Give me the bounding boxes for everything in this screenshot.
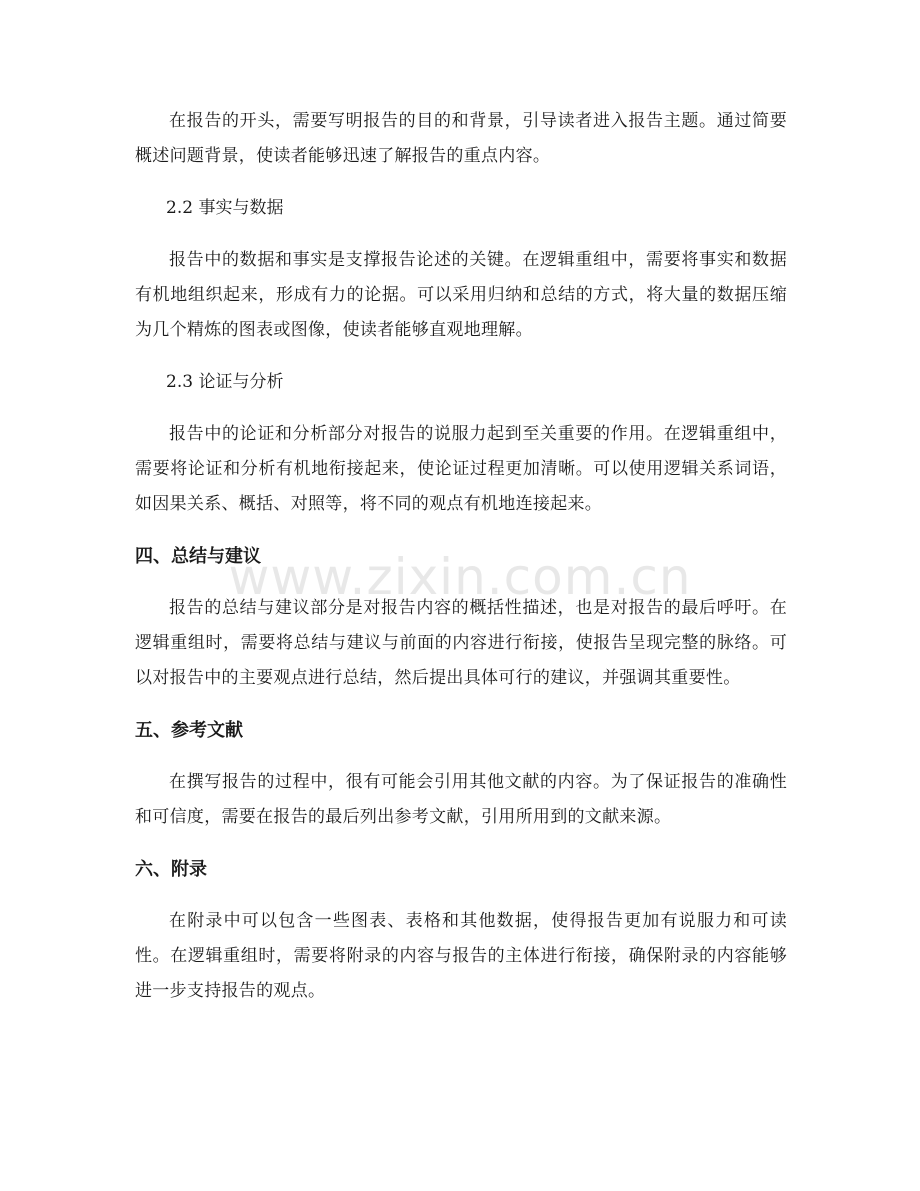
paragraph-facts-data: 报告中的数据和事实是支撑报告论述的关键。在逻辑重组中，需要将事实和数据有机地组织起来，形成有力的论据。可以采用归纳和总结的方式，将大量的数据压缩为几个精炼的图表或图像，使读者能够直观地理解。 bbox=[135, 250, 787, 340]
section-heading-summary: 四、总结与建议 bbox=[135, 546, 261, 567]
paragraph-references: 在撰写报告的过程中，很有可能会引用其他文献的内容。为了保证报告的准确性和可信度，需要在报告的最后列出参考文献，引用所用到的文献来源。 bbox=[135, 772, 787, 827]
paragraph-appendix: 在附录中可以包含一些图表、表格和其他数据，使得报告更加有说服力和可读性。在逻辑重组时，需要将附录的内容与报告的主体进行衔接，确保附录的内容能够进一步支持报告的观点。 bbox=[135, 911, 787, 1001]
watermark: www.zixin.com.cn bbox=[228, 548, 692, 606]
paragraph-report-opening: 在报告的开头，需要写明报告的目的和背景，引导读者进入报告主题。通过简要概述问题背景，使读者能够迅速了解报告的重点内容。 bbox=[135, 111, 787, 166]
subsection-title-2-3: 2.3 论证与分析 bbox=[166, 372, 284, 392]
paragraph-argument-analysis: 报告中的论证和分析部分对报告的说服力起到至关重要的作用。在逻辑重组中，需要将论证和分析有机地衔接起来，使论证过程更加清晰。可以使用逻辑关系词语，如因果关系、概括、对照等，将不同的观点有机地连接起来。 bbox=[135, 424, 787, 514]
document-body bbox=[135, 104, 787, 1026]
subsection-title-2-2: 2.2 事实与数据 bbox=[166, 198, 284, 218]
section-heading-references: 五、参考文献 bbox=[135, 720, 243, 741]
section-heading-appendix: 六、附录 bbox=[135, 859, 207, 880]
paragraph-summary: 报告的总结与建议部分是对报告内容的概括性描述，也是对报告的最后呼吁。在逻辑重组时，需要将总结与建议与前面的内容进行衔接，使报告呈现完整的脉络。可以对报告中的主要观点进行总结，然后提出具体可行的建议，并强调其重要性。 bbox=[135, 598, 787, 688]
